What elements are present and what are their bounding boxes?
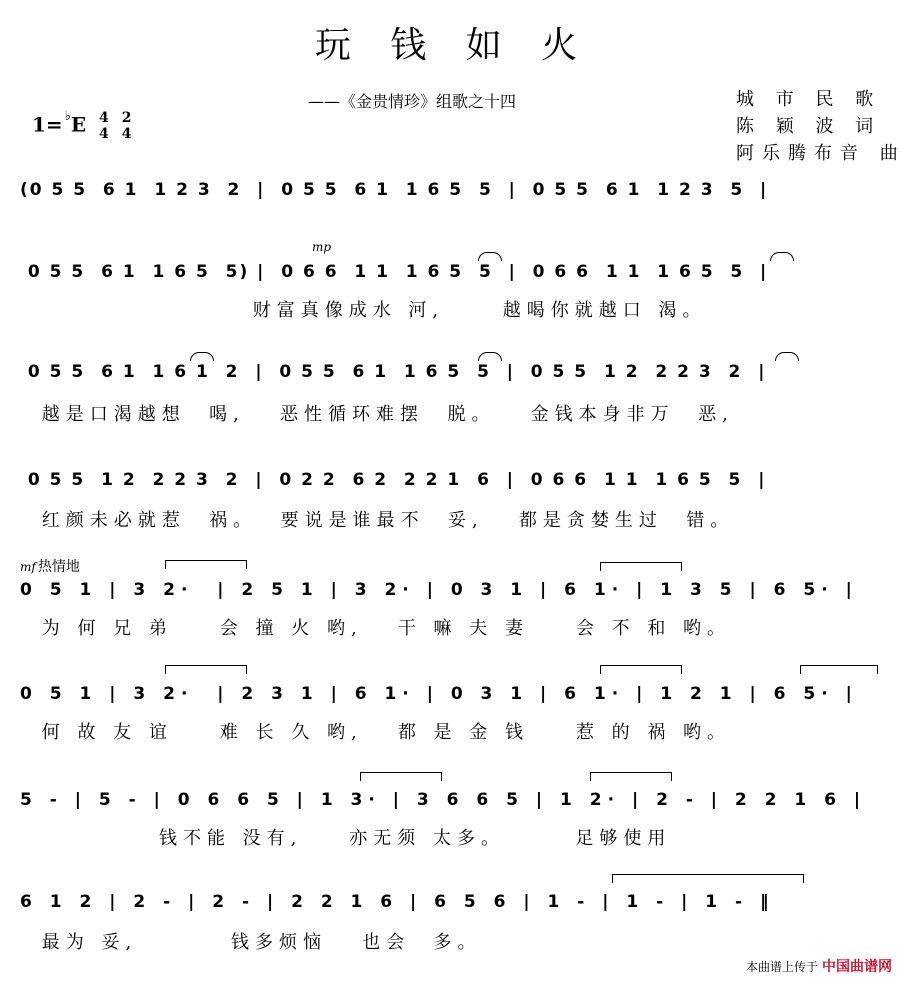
lyrics-row-7: 钱不能 没有, 亦无须 太多。 足够使用 <box>30 828 672 849</box>
dynamic-mp: mp <box>312 240 332 254</box>
lyrics-row-4: 红颜未必就惹 祸。 要说是谁最不 妥, 都是贪婪生过 错。 <box>30 510 735 531</box>
credit-origin: 城 市 民 歌 <box>736 89 882 110</box>
lyrics-row-8: 最为 妥, 钱多烦恼 也会 多。 <box>30 932 482 953</box>
tie-mark <box>770 252 794 261</box>
notation-row-1: (0 5 5 6 1 1 2 3 2 | 0 5 5 6 1 1 6 5 5 | 0 5 5 6 1 1 2 3 5 | <box>20 180 769 200</box>
tie-mark <box>600 562 682 571</box>
tie-mark <box>478 252 502 261</box>
lyrics-row-5: 为 何 兄 弟 会 撞 火 哟, 干 嘛 夫 妻 会 不 和 哟。 <box>30 618 732 639</box>
notation-row-2: 0 5 5 6 1 1 6 5 5) | 0 6 6 1 1 1 6 5 5 | 0 6 6 1 1 1 6 5 5 | <box>20 262 769 282</box>
notation-row-4: 0 5 5 1 2 2 2 3 2 | 0 2 2 6 2 2 2 1 6 | 0 6 6 1 1 1 6 5 5 | <box>20 470 767 490</box>
tie-mark <box>360 772 442 781</box>
tie-mark <box>612 874 804 883</box>
notation-row-8: 6 1 2 | 2 - | 2 - | 2 2 1 6 | 6 5 6 | 1 - | 1 - | 1 - ‖ <box>20 892 775 912</box>
key-signature <box>32 110 132 142</box>
tie-mark <box>190 352 214 361</box>
tie-mark <box>165 560 247 569</box>
footer <box>746 956 892 976</box>
notation-row-3: 0 5 5 6 1 1 6 1 2 | 0 5 5 6 1 1 6 5 5 | 0 5 5 1 2 2 2 3 2 | <box>20 362 767 382</box>
tie-mark <box>165 665 247 674</box>
time-signature-2: 2 4 <box>121 110 132 142</box>
tie-mark <box>800 665 878 674</box>
credit-composer: 阿乐腾布音 曲 <box>736 143 906 164</box>
site-brand[interactable]: 中国曲谱网 <box>822 959 892 975</box>
credits <box>736 86 906 167</box>
key-tonic: 1= <box>32 112 63 137</box>
flat-sign: ♭ <box>64 109 71 124</box>
score-title: 玩 钱 如 火 <box>314 25 592 66</box>
notation-row-7: 5 - | 5 - | 0 6 6 5 | 1 3· | 3 6 6 5 | 1 2· | 2 - | 2 2 1 6 | <box>20 790 867 810</box>
tie-mark <box>775 352 799 361</box>
tie-mark <box>600 665 682 674</box>
tie-mark <box>590 772 672 781</box>
lyrics-row-2: 财富真像成水 河, 越喝你就越口 渴。 <box>30 300 707 321</box>
key-note: E <box>70 112 87 137</box>
tie-mark <box>478 352 502 361</box>
credit-lyricist: 陈 颖 波 词 <box>736 116 882 137</box>
dynamic-mf: mf 热情地 <box>20 559 80 575</box>
notation-row-6: 0 5 1 | 3 2· | 2 3 1 | 6 1· | 0 3 1 | 6 1· | 1 2 1 | 6 5· | <box>20 684 858 704</box>
lyrics-row-3: 越是口渴越想 喝, 恶性循环难摆 脱。 金钱本身非万 恶, <box>30 404 734 425</box>
score-subtitle: ——《金贵情珍》组歌之十四 <box>308 92 517 111</box>
notation-row-5: 0 5 1 | 3 2· | 2 5 1 | 3 2· | 0 3 1 | 6 1· | 1 3 5 | 6 5· | <box>20 580 858 600</box>
footer-text: 本曲谱上传于 <box>745 960 818 974</box>
time-signature-1: 4 4 <box>99 110 109 142</box>
lyrics-row-6: 何 故 友 谊 难 长 久 哟, 都 是 金 钱 惹 的 祸 哟。 <box>30 722 732 743</box>
